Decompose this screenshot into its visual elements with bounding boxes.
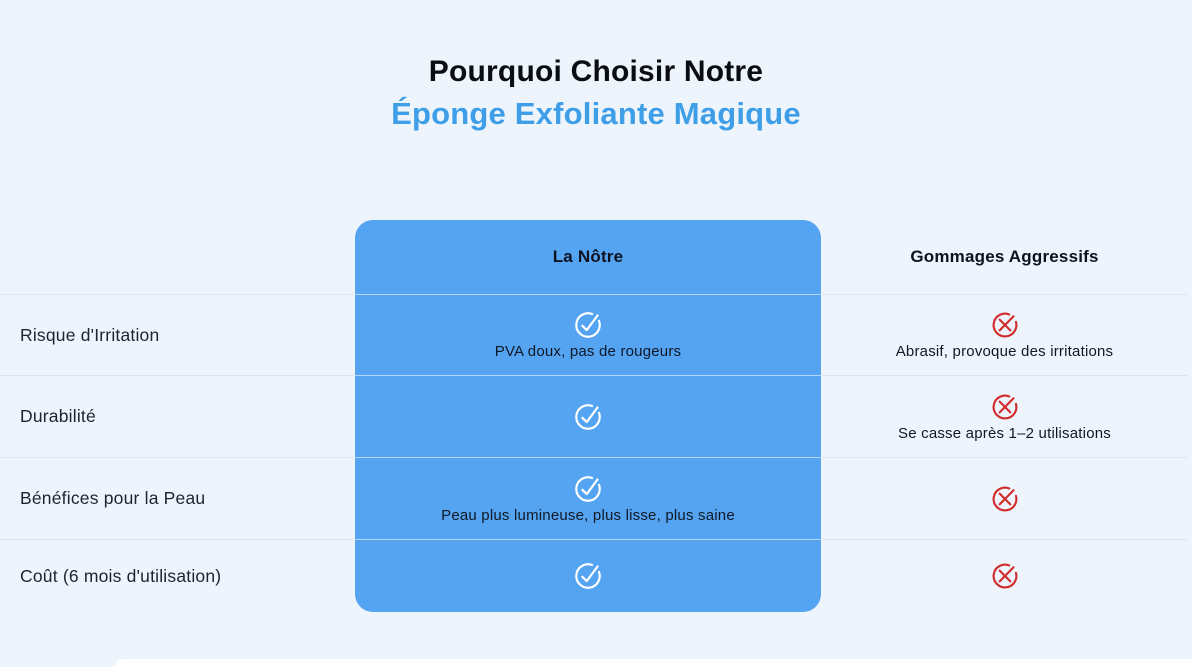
cell-note: Se casse après 1–2 utilisations — [898, 424, 1111, 442]
cell-theirs-irritation — [821, 294, 1188, 375]
cell-theirs-cost — [821, 539, 1188, 612]
cell-note: Abrasif, provoque des irritations — [895, 343, 1114, 360]
row-label-irritation: Risque d'Irritation — [0, 294, 355, 375]
cell-theirs-durability — [821, 375, 1188, 457]
x-circle-icon — [989, 483, 1021, 515]
page-title — [0, 50, 1192, 134]
page-title-line2: Éponge Exfoliante Magique — [391, 96, 801, 131]
check-circle-icon — [572, 560, 604, 592]
x-circle-icon — [989, 391, 1021, 423]
row-label-skin-benefits: Bénéfices pour la Peau — [0, 457, 355, 539]
comparison-table — [0, 220, 1188, 612]
cell-ours-cost — [355, 539, 821, 612]
x-circle-icon — [989, 560, 1021, 592]
page-title-line1: Pourquoi Choisir Notre — [428, 55, 764, 88]
header-spacer — [0, 220, 355, 294]
cell-note: Peau plus lumineuse, plus lisse, plus saine — [441, 506, 735, 524]
check-circle-icon — [572, 309, 604, 341]
cell-ours-durability — [355, 375, 821, 457]
row-label-durability: Durabilité — [0, 375, 355, 457]
cell-note: PVA doux, pas de rougeurs — [494, 343, 682, 360]
next-section-edge — [115, 659, 1192, 667]
column-header-theirs: Gommages Aggressifs — [910, 247, 1099, 266]
cell-ours-irritation — [355, 294, 821, 375]
cell-theirs-skin-benefits — [821, 457, 1188, 539]
row-label-cost: Coût (6 mois d'utilisation) — [0, 539, 355, 612]
column-header-ours: La Nôtre — [355, 220, 821, 294]
check-circle-icon — [572, 401, 604, 433]
cell-ours-skin-benefits — [355, 457, 821, 539]
check-circle-icon — [572, 473, 604, 505]
x-circle-icon — [989, 309, 1021, 341]
